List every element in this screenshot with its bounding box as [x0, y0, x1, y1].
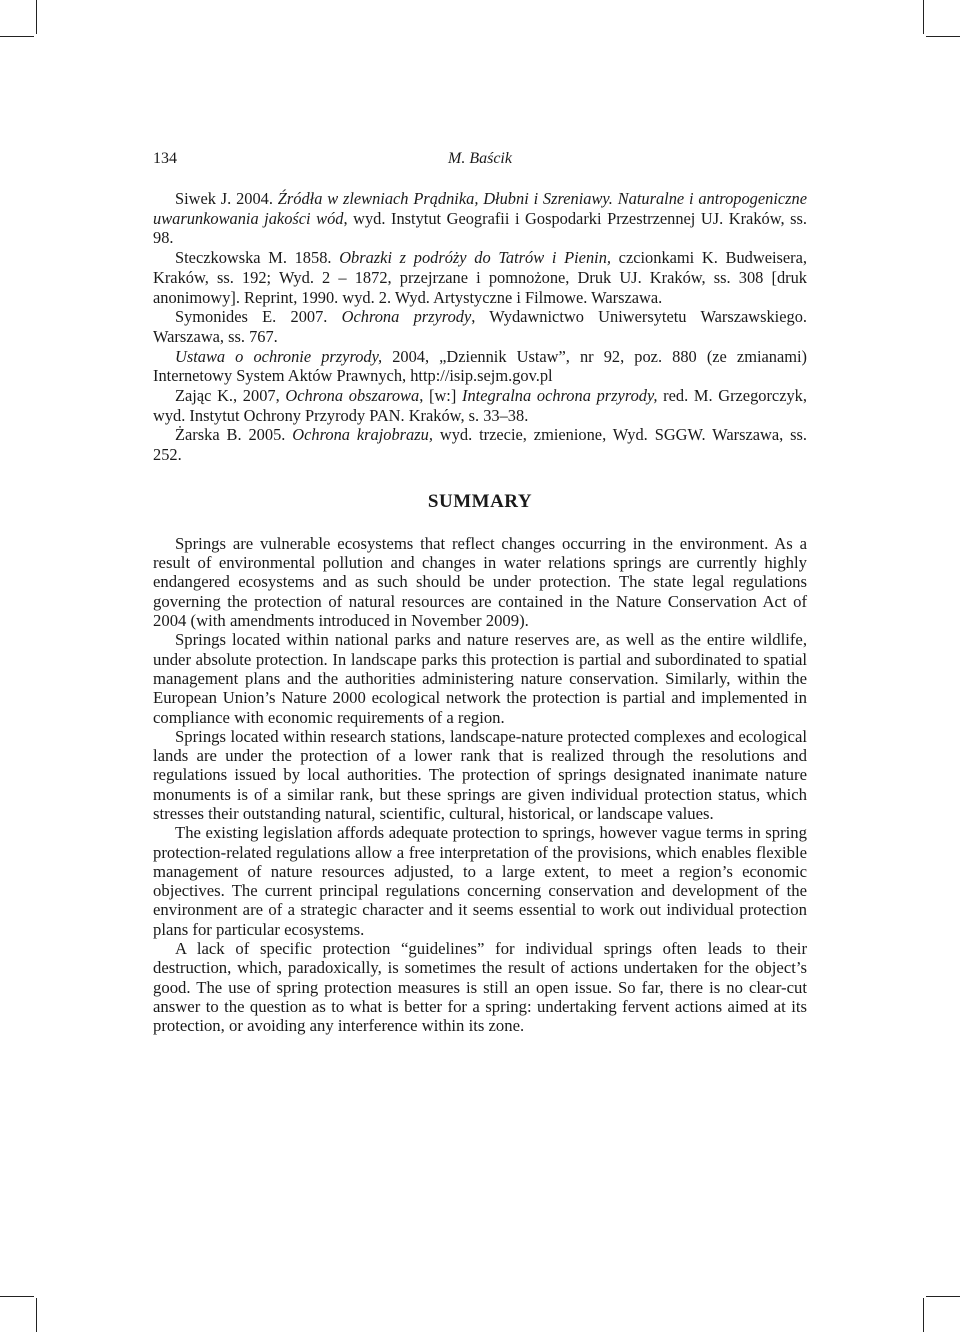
reference-title: Ochrona przyrody — [341, 307, 472, 327]
reference-text: wyd. trzecie, zmienione, Wyd. SGGW. Warszawa, ss. 252. — [153, 425, 807, 465]
reference-item — [153, 386, 807, 425]
summary-paragraph: A lack of specific protection “guidelines” for individual springs often leads to their destruction, which, paradoxically, is sometimes the result of actions undertaken for the object’s good. The use of spring protection measures is still an open issue. So far, there is no clear-cut answer to the question as to what is better for a spring: undertaking fervent actions aimed at its protection, or avoiding any interference within its zone. — [153, 939, 807, 1036]
crop-mark-bottom-left-h — [0, 1296, 34, 1297]
summary-paragraph: The existing legislation affords adequate protection to springs, however vague terms in spring protection-related regulations allow a free interpretation of the provisions, which enables flexible management of nature resources adjusted, to a large extent, to meet a region’s economic objectives. The current principal regulations concerning conservation and development of the environment are of a strategic character and it seems essential to work out individual protection plans for particular ecosystems. — [153, 823, 807, 939]
reference-item — [153, 189, 807, 248]
reference-text: Siwek J. 2004. — [175, 189, 278, 208]
reference-title: Ochrona obszarowa — [285, 386, 420, 406]
page-number: 134 — [153, 150, 177, 167]
summary-paragraph: Springs located within research stations, landscape-nature protected complexes and ecological lands are under the protection of a lower rank that is realized through the resolutions and regulations issued by local authorities. The protection of springs designated inanimate nature monuments is of a similar rank, but these springs are given individual protection status, which stresses their outstanding natural, scientific, cultural, historical, or landscape values. — [153, 726, 807, 823]
reference-title: Ustawa o ochronie przyrody, — [175, 346, 383, 366]
crop-mark-top-right-v — [923, 0, 924, 34]
reference-list — [153, 189, 807, 465]
reference-item — [153, 307, 807, 346]
reference-title: Źródła w zlewniach Prądnika, Dłubni i Szreniawy. Naturalne i antropogeniczne uwarunkowania jakości wód — [153, 189, 807, 228]
crop-mark-bottom-right-h — [926, 1296, 960, 1297]
reference-text: 2004, „Dziennik Ustaw”, nr 92, poz. 880 (ze zmianami) Internetowy System Aktów Prawnych, http://isip.sejm.gov.pl — [153, 346, 808, 386]
crop-mark-bottom-right-v — [923, 1298, 924, 1332]
reference-item — [153, 347, 807, 386]
reference-title: Integralna ochrona przyrody, — [461, 386, 658, 406]
summary-body — [153, 534, 807, 1036]
reference-text: czcionkami K. Budweisera, Kraków, ss. 192; Wyd. 2 – 1872, przejrzane i pomnożone, Druk UJ. Kraków, ss. 308 [druk anonimowy]. Reprint, 1990. wyd. 2. Wyd. Artystyczne i Filmowe. Warszawa. — [153, 248, 808, 307]
reference-item — [153, 425, 807, 464]
summary-paragraph: Springs are vulnerable ecosystems that reflect changes occurring in the environment. As a result of environmental pollution and changes in water relations springs are currently highly endangered ecosystems and as such should be under protection. The state legal regulations governing the protection of natural resources are contained in the Nature Conservation Act of 2004 (with amendments introduced in November 2009). — [153, 533, 807, 631]
running-author: M. Baścik — [448, 150, 512, 167]
reference-text: Symonides E. 2007. — [175, 307, 342, 327]
reference-text: red. M. Grzegorczyk, wyd. Instytut Ochrony Przyrody PAN. Kraków, s. 33–38. — [153, 386, 807, 425]
summary-paragraph: Springs located within national parks and nature reserves are, as well as the entire wildlife, under absolute protection. In landscape parks this protection is partial and subordinated to spatial management plans and the authorities administering nature conservation. Similarly, within the European Union’s Nature 2000 ecological network the protection is partial and implemented in compliance with economic requirements of a region. — [153, 630, 807, 727]
crop-mark-top-right-h — [926, 36, 960, 37]
reference-item — [153, 248, 807, 307]
reference-text: , wyd. Instytut Geografii i Gospodarki Przestrzennej UJ. Kraków, ss. 98. — [153, 208, 807, 248]
reference-text: , [w:] — [419, 386, 462, 406]
crop-mark-bottom-left-v — [36, 1298, 37, 1332]
reference-text: Zając K., 2007, — [175, 386, 286, 406]
reference-text: Steczkowska M. 1858. — [175, 248, 340, 268]
reference-text: Żarska B. 2005. — [175, 425, 293, 445]
reference-title: Ochrona krajobrazu, — [292, 425, 433, 445]
crop-mark-top-left-v — [36, 0, 37, 34]
reference-text: , Wydawnictwo Uniwersytetu Warszawskiego. Warszawa, ss. 767. — [153, 307, 807, 346]
crop-mark-top-left-h — [0, 36, 34, 37]
page — [153, 150, 807, 1036]
summary-title: SUMMARY — [427, 490, 533, 512]
reference-title: Obrazki z podróży do Tatrów i Pienin, — [339, 248, 611, 268]
running-header — [153, 150, 807, 174]
